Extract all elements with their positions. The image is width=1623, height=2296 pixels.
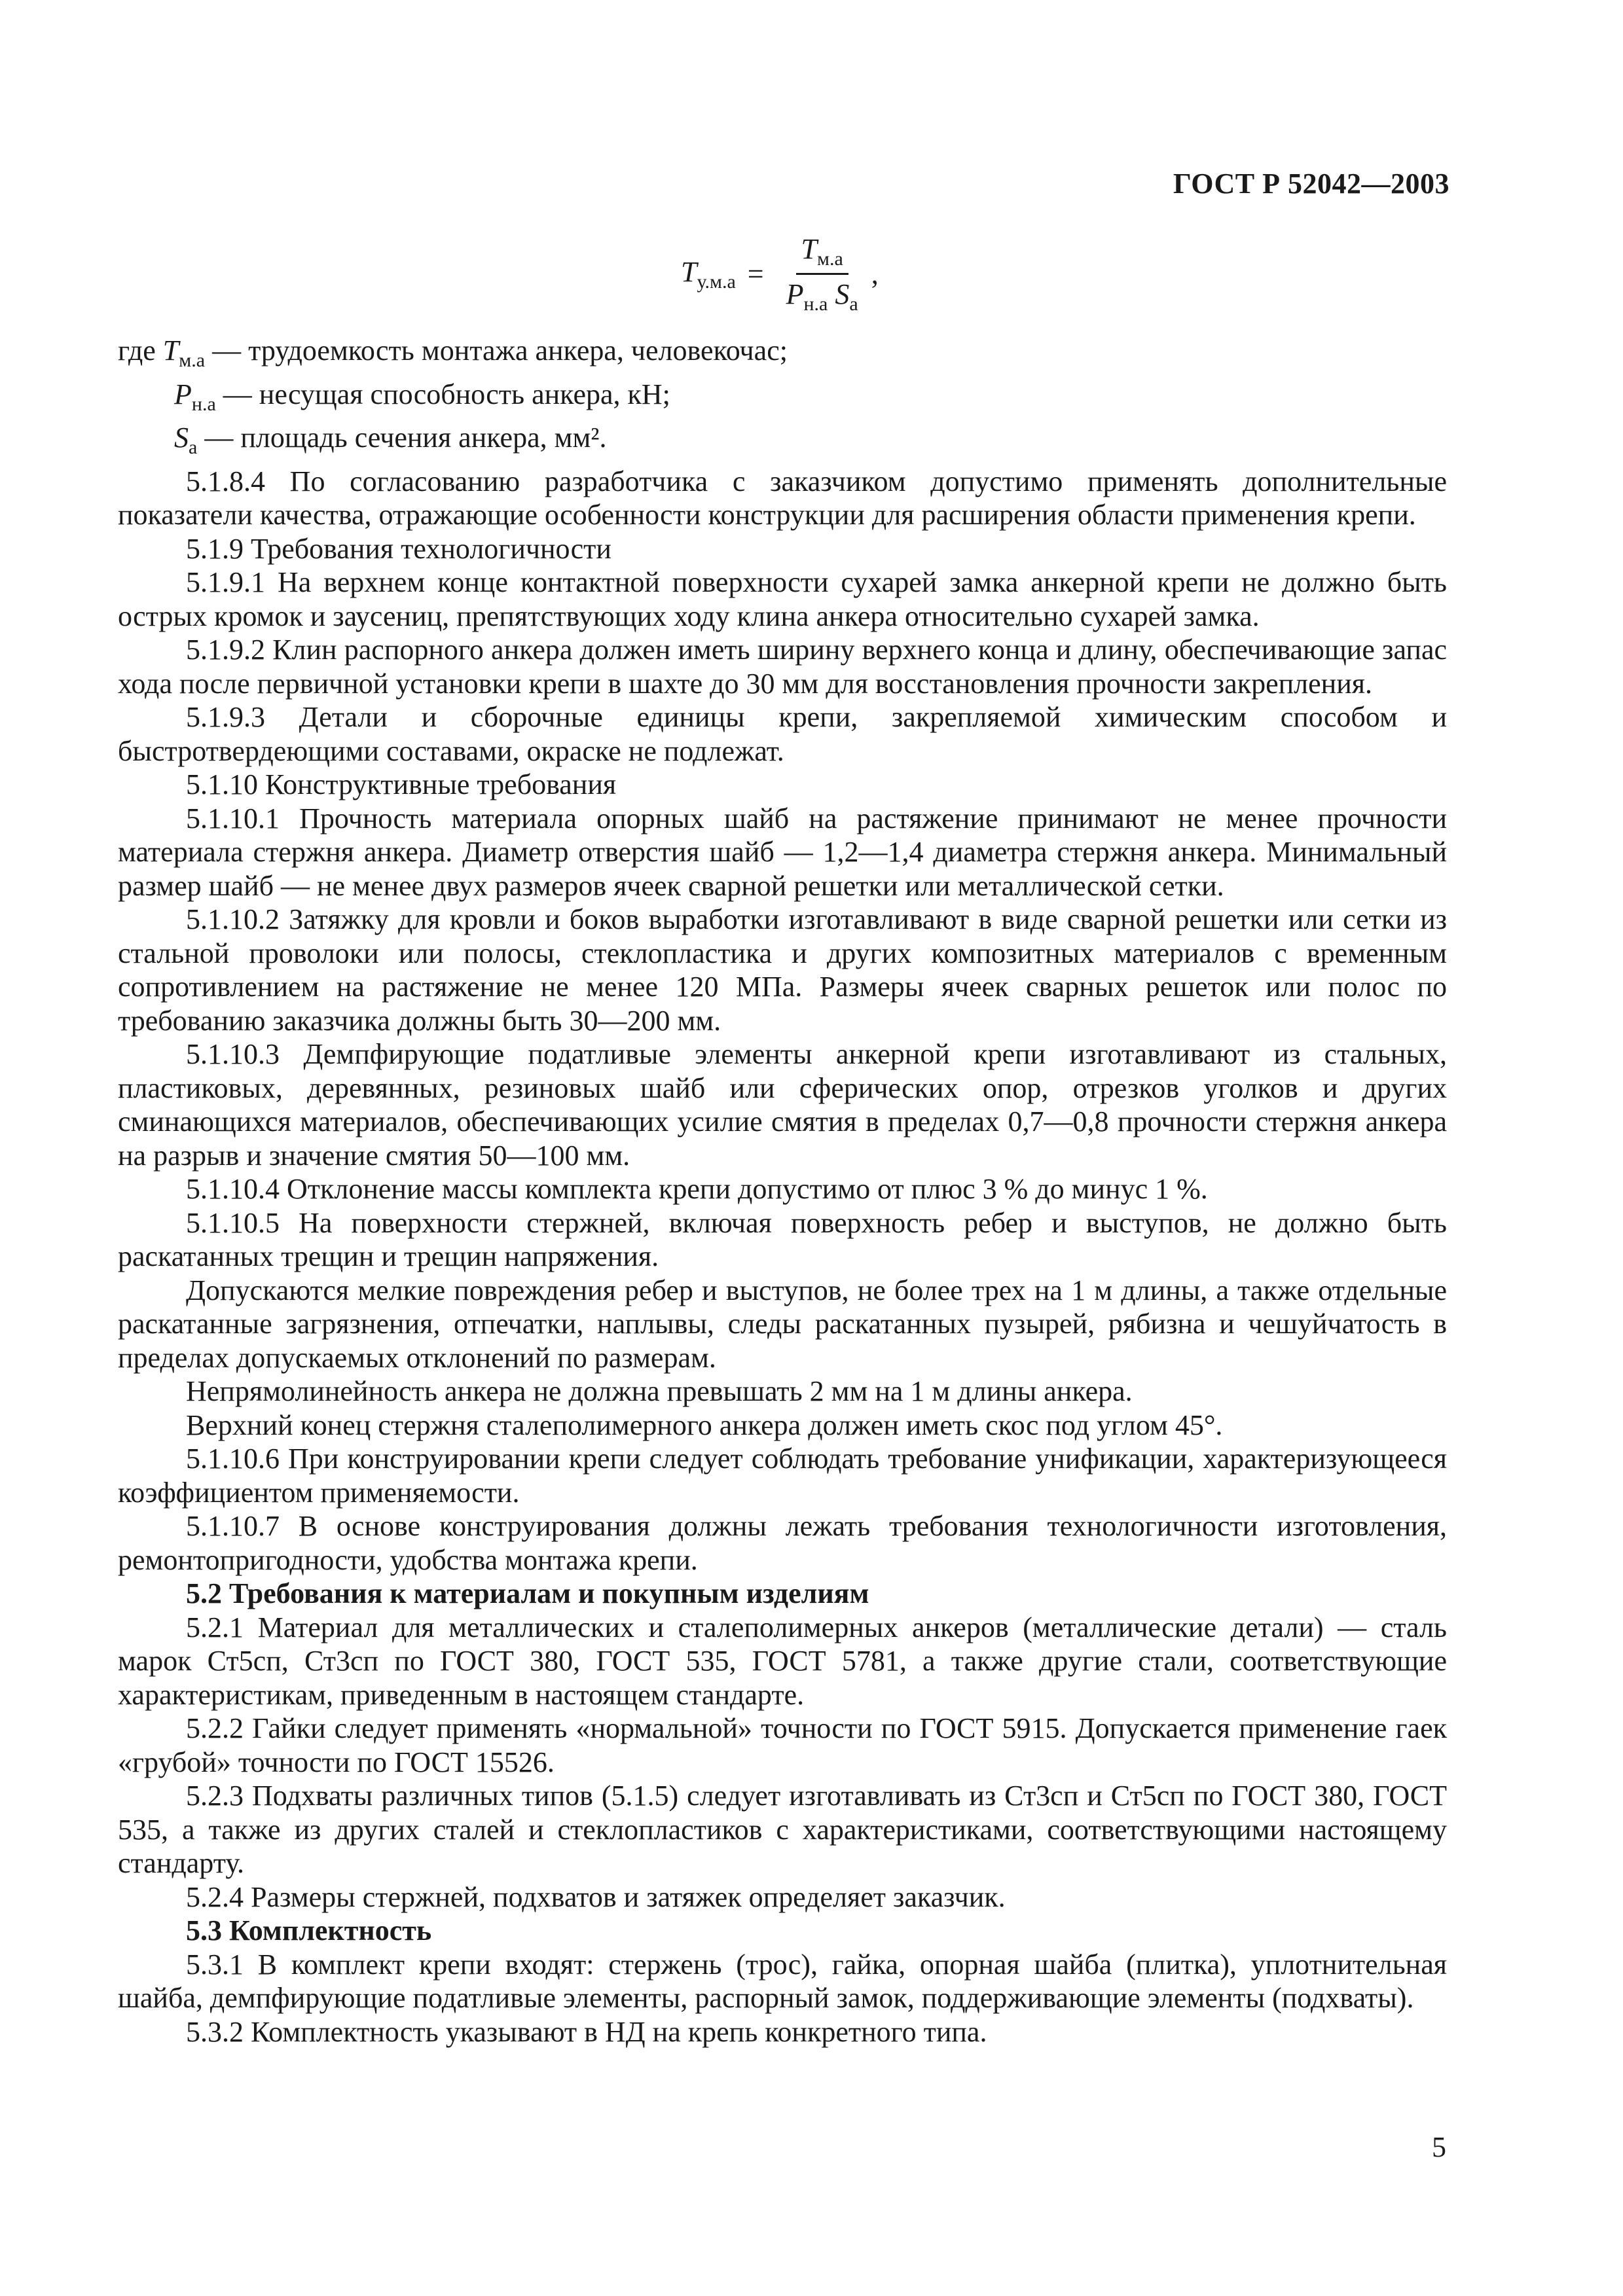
paragraph: 5.1.10.7 В основе конструирования должны лежать требования технологичности изготовления, ремонтопригодности, удобства монтажа крепи. xyxy=(118,1510,1447,1576)
paragraph: 5.1.10.3 Демпфирующие податливые элементы анкерной крепи изготавливают из стальных, пластиковых, деревянных, резиновых шайб или сферических опор, отрезков уголков и других сминающихся материалов, обеспечивающих усилие смятия в пределах 0,7—0,8 прочности стержня анкера на разрыв и значение смятия 50—100 мм. xyxy=(118,1038,1447,1172)
paragraph: 5.1.10 Конструктивные требования xyxy=(186,768,617,800)
section-heading: 5.2 Требования к материалам и покупным изделиям xyxy=(186,1577,869,1609)
formula-lhs: $T_{у.м.а}$ xyxy=(681,255,736,293)
formula-comma: , xyxy=(871,258,879,290)
definition-item: $P_{н.а}$ — несущая способность анкера, кН; xyxy=(174,378,670,415)
paragraph: 5.1.10.6 При конструировании крепи следует соблюдать требование унификации, характеризующееся коэффициентом применяемости. xyxy=(118,1443,1447,1509)
document-body xyxy=(118,334,1447,2049)
paragraph: 5.2.2 Гайки следует применять «нормальной» точности по ГОСТ 5915. Допускается применение гаек «грубой» точности по ГОСТ 15526. xyxy=(118,1712,1447,1778)
paragraph: 5.2.3 Подхваты различных типов (5.1.5) следует изготавливать из Ст3сп и Ст5сп по ГОСТ 380, ГОСТ 535, а также из других сталей и стеклопластиков с характеристиками, соответствующими настоящему стандарту. xyxy=(118,1780,1447,1879)
paragraph: 5.1.10.2 Затяжку для кровли и боков выработки изготавливают в виде сварной решетки или сетки из стальной проволоки или полосы, стеклопластика и других композитных материалов с временным сопротивлением на растяжение не менее 120 МПа. Размеры ячеек сварных решеток или полос по требованию заказчика должны быть 30—200 мм. xyxy=(118,903,1447,1037)
paragraph: 5.1.9.3 Детали и сборочные единицы крепи, закрепляемой химическим способом и быстротвердеющими составами, окраске не подлежат. xyxy=(118,701,1447,767)
section-heading: 5.3 Комплектность xyxy=(186,1914,432,1946)
formula-numerator: $T_{м.а}$ xyxy=(796,232,848,275)
paragraph: 5.1.9.1 На верхнем конце контактной поверхности сухарей замка анкерной крепи не должно быть острых кромок и заусениц, препятствующих ходу клина анкера относительно сухарей замка. xyxy=(118,566,1447,632)
paragraph: Верхний конец стержня сталеполимерного анкера должен иметь скос под углом 45°. xyxy=(186,1408,1223,1441)
formula-denominator: $P_{н.а}$ $S_а$ xyxy=(786,278,858,315)
definition-item: где $T_{м.а}$ — трудоемкость монтажа анкера, человекочас; xyxy=(118,334,788,371)
paragraph: 5.1.10.4 Отклонение массы комплекта крепи допустимо от плюс 3 % до минус 1 %. xyxy=(186,1173,1208,1205)
paragraph: 5.1.10.1 Прочность материала опорных шайб на растяжение принимают не менее прочности материала стержня анкера. Диаметр отверстия шайб — 1,2—1,4 диаметра стержня анкера. Минимальный размер шайб — не менее двух размеров ячеек сварной решетки или металлической сетки. xyxy=(118,802,1447,902)
paragraph: 5.3.1 В комплект крепи входят: стержень (трос), гайка, опорная шайба (плитка), уплотнительная шайба, демпфирующие податливые элементы, распорный замок, поддерживающие элементы (подхваты). xyxy=(118,1948,1447,2014)
definition-item: $S_а$ — площадь сечения анкера, мм². xyxy=(174,422,607,458)
page-header: ГОСТ Р 52042—2003 xyxy=(1173,168,1450,200)
paragraph: 5.1.10.5 На поверхности стержней, включая поверхность ребер и выступов, не должно быть раскатанных трещин и трещин напряжения. xyxy=(118,1206,1447,1272)
paragraph: Допускаются мелкие повреждения ребер и выступов, не более трех на 1 м длины, а также отдельные раскатанные загрязнения, отпечатки, наплывы, следы раскатанных пузырей, рябизна и чешуйчатость в пределах допускаемых отклонений по размерам. xyxy=(118,1274,1447,1374)
formula-equals: = xyxy=(747,258,764,290)
paragraph: 5.2.1 Материал для металлических и сталеполимерных анкеров (металлические детали) — сталь марок Ст5сп, Ст3сп по ГОСТ 380, ГОСТ 535, ГОСТ 5781, а также другие стали, соответствующие характеристикам, приведенным в настоящем стандарте. xyxy=(118,1611,1447,1711)
paragraph: 5.1.9 Требования технологичности xyxy=(186,532,611,565)
page-number: 5 xyxy=(1432,2131,1446,2163)
paragraph: Непрямолинейность анкера не должна превышать 2 мм на 1 м длины анкера. xyxy=(186,1375,1133,1407)
paragraph: 5.2.4 Размеры стержней, подхватов и затяжек определяет заказчик. xyxy=(186,1880,1006,1913)
paragraph: 5.1.8.4 По согласованию разработчика с заказчиком допустимо применять дополнительные показатели качества, отражающие особенности конструкции для расширения области применения крепи. xyxy=(118,465,1447,531)
formula xyxy=(681,232,879,315)
paragraph: 5.3.2 Комплектность указывают в НД на крепь конкретного типа. xyxy=(186,2015,987,2048)
formula-fraction xyxy=(781,232,864,315)
paragraph: 5.1.9.2 Клин распорного анкера должен иметь ширину верхнего конца и длину, обеспечивающие запас хода после первичной установки крепи в шахте до 30 мм для восстановления прочности закрепления. xyxy=(118,634,1447,700)
